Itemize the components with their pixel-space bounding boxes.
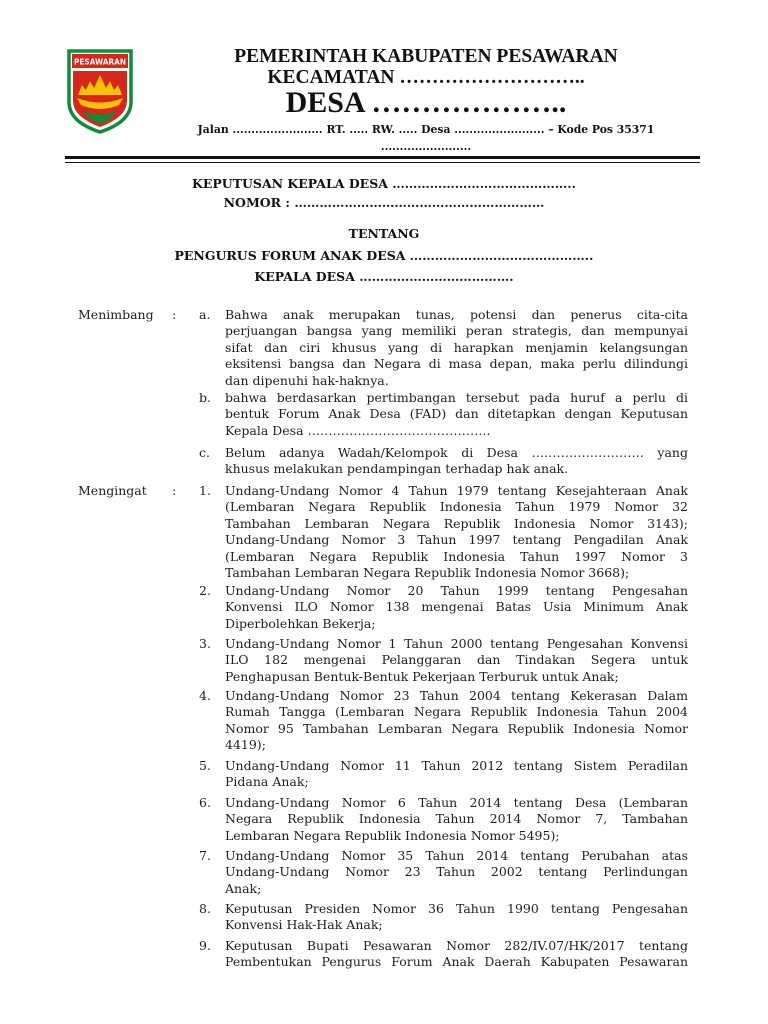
item-marker: b. [199,390,211,405]
text-line: Negara Republik Indonesia Tahun 2014 Nomor 7, Tambahan [225,811,688,827]
item-marker: 4. [199,688,211,703]
item-text [225,445,688,478]
item-text [225,483,688,581]
text-line: Undang-Undang Nomor 23 Tahun 2004 tentang Kekerasan Dalam [225,688,688,703]
decree-issuer: KEPALA DESA ………………………………. [254,269,514,284]
item-text [225,390,688,439]
item-marker: 1. [199,483,211,498]
text-line: Undang-Undang Nomor 11 Tahun 2012 tentang Sistem Peradilan [225,758,688,773]
text-line: Pidana Anak; [225,774,309,790]
letterhead-address-continued: ........................ [380,140,472,153]
item-marker: 6. [199,795,211,810]
item-marker: c. [199,445,210,460]
text-line: bahwa berdasarkan pertimbangan tersebut pada huruf a perlu di [225,390,688,405]
item-marker: 9. [199,938,211,953]
text-line: dan dipenuhi hak-haknya. [225,372,389,388]
about-label: TENTANG [348,226,420,241]
text-line: Tambahan Lembaran Negara Republik Indonesia Nomor 3668); [225,564,630,580]
text-line: Undang-Undang Nomor 35 Tahun 2014 tentang Perubahan atas [225,848,688,863]
item-text [225,901,688,934]
letterhead-district: KECAMATAN ……………………….. [267,67,585,88]
item-marker: 8. [199,901,211,916]
text-line: Penghapusan Bentuk-Bentuk Pekerjaan Terburuk untuk Anak; [225,668,619,684]
text-line: khusus melakukan pendampingan terhadap hak anak. [225,461,569,477]
text-line: 4419); [225,737,266,753]
text-line: Belum adanya Wadah/Kelompok di Desa ……………………… yang [225,445,688,460]
item-text [225,848,688,897]
text-line: perjuangan bangsa yang memiliki peran strategis, dan mempunyai [225,323,688,339]
logo-banner-text: PESAWARAN [74,57,126,67]
text-line: Undang-Undang Nomor 1 Tahun 2000 tentang Pengesahan Konvensi [225,636,688,651]
text-line: Lembaran Negara Republik Indonesia Nomor 5495); [225,827,560,843]
text-line: sifat dan ciri khusus yang di harapkan menjamin kelangsungan [225,339,688,355]
text-line: Undang-Undang Nomor 23 Tahun 2002 tentang Perlindungan [225,864,688,880]
text-line: Tambahan Lembaran Negara Republik Indonesia Nomor 3143); [225,515,688,531]
item-text [225,688,688,754]
item-marker: 2. [199,583,211,598]
text-line: Nomor 95 Tambahan Lembaran Negara Republik Indonesia Nomor [225,720,688,736]
item-marker: a. [199,307,211,322]
text-line: (Lembaran Negara Republik Indonesia Tahun 1979 Nomor 32 [225,499,688,515]
letterhead-village: DESA ……………….. [285,86,567,119]
text-line: Undang-Undang Nomor 6 Tahun 2014 tentang Desa (Lembaran [225,795,688,810]
decree-title: KEPUTUSAN KEPALA DESA …………………………………….. [192,176,576,191]
recalling-colon: : [172,483,177,498]
text-line: (Lembaran Negara Republik Indonesia Tahun 1997 Nomor 3 [225,548,688,564]
text-line: Keputusan Bupati Pesawaran Nomor 282/IV.07/HK/2017 tentang [225,938,688,953]
text-line: Konvensi Hak-Hak Anak; [225,917,383,933]
letterhead-government: PEMERINTAH KABUPATEN PESAWARAN [234,46,618,67]
item-text [225,795,688,844]
text-line: bentuk Forum Anak Desa (FAD) dan ditetapkan dengan Keputusan [225,406,688,422]
item-text [225,758,688,791]
recalling-label: Mengingat [78,483,147,498]
item-marker: 5. [199,758,211,773]
item-text [225,307,688,389]
item-marker: 3. [199,636,211,651]
item-text [225,636,688,685]
text-line: ILO 182 mengenai Pelanggaran dan Tindakan Segera untuk [225,652,688,668]
item-marker: 7. [199,848,211,863]
text-line: eksitensi bangsa dan Negara di masa depan, maka perlu dilindungi [225,356,688,372]
text-line: Anak; [225,880,262,896]
text-line: Diperbolehkan Bekerja; [225,615,376,631]
considering-colon: : [172,307,177,322]
text-line: Pembentukan Pengurus Forum Anak Daerah Kabupaten Pesawaran [225,954,688,970]
text-line: Undang-Undang Nomor 4 Tahun 1979 tentang Kesejahteraan Anak [225,483,688,498]
text-line: Keputusan Presiden Nomor 36 Tahun 1990 tentang Pengesahan [225,901,688,916]
letterhead-address: Jalan ........................ RT. ..... RW. ..... Desa ........................ – Kode Pos 35371 [197,123,655,136]
decree-number: NOMOR : …………………………………………………… [223,195,545,210]
text-line: Rumah Tangga (Lembaran Negara Republik Indonesia Tahun 2004 [225,704,688,720]
text-line: Bahwa anak merupakan tunas, potensi dan penerus cita-cita [225,307,688,322]
text-line: Undang-Undang Nomor 3 Tahun 1997 tentang Pengadilan Anak [225,532,688,548]
text-line: Konvensi ILO Nomor 138 mengenai Batas Usia Minimum Anak [225,599,688,615]
text-line: Kepala Desa …………………………………….. [225,422,491,438]
item-text [225,938,688,971]
text-line: Undang-Undang Nomor 20 Tahun 1999 tentang Pengesahan [225,583,688,598]
decree-subject: PENGURUS FORUM ANAK DESA …………………………………….. [174,248,594,263]
considering-label: Menimbang [78,307,154,322]
item-text [225,583,688,632]
